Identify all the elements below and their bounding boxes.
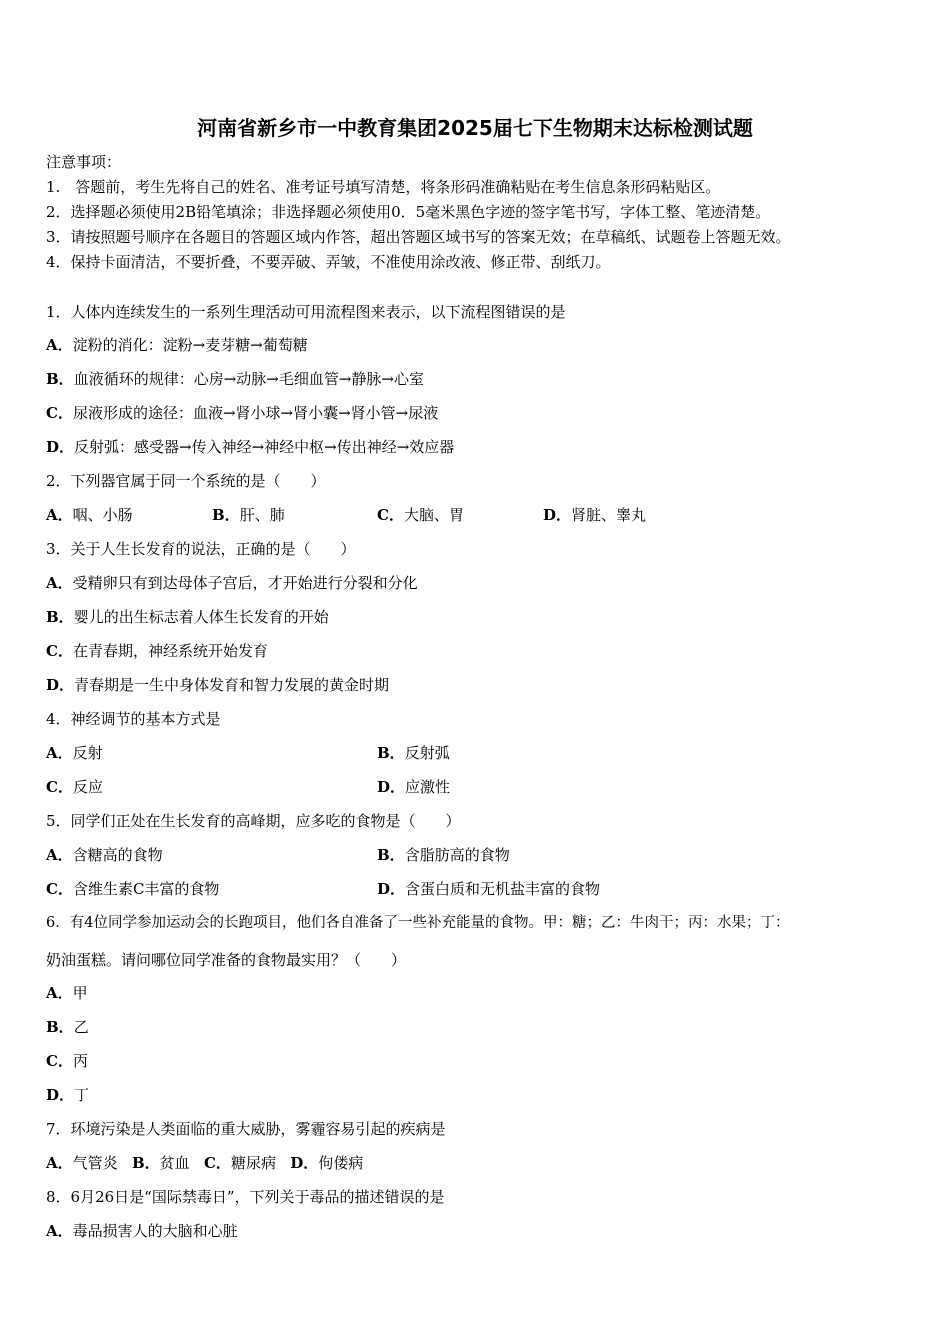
question-2-option-a: A．咽、小肠 bbox=[46, 506, 133, 524]
question-4-option-d: D．应激性 bbox=[377, 778, 451, 796]
question-3-stem: 3．关于人生长发育的说法，正确的是（ ） bbox=[46, 540, 356, 558]
notes-heading: 注意事项： bbox=[46, 153, 122, 171]
question-1-option-d: D．反射弧：感受器→传入神经→神经中枢→传出神经→效应器 bbox=[46, 438, 455, 456]
question-4-stem: 4．神经调节的基本方式是 bbox=[46, 710, 221, 728]
question-7-option-a: A．气管炎 bbox=[46, 1154, 118, 1172]
question-5-option-a: A．含糖高的食物 bbox=[46, 846, 163, 864]
question-2-option-d: D．肾脏、睾丸 bbox=[543, 506, 647, 524]
question-6-stem: 6．有4位同学参加运动会的长跑项目，他们各自准备了一些补充能量的食物。甲：糖；乙：牛肉干；丙：水果；丁： bbox=[46, 915, 790, 931]
question-7-option-d: D．佝偻病 bbox=[290, 1154, 364, 1172]
note-item: 1. 答题前，考生先将自己的姓名、准考证号填写清楚，将条形码准确粘贴在考生信息条形码粘贴区。 bbox=[46, 178, 721, 196]
question-7-stem: 7．环境污染是人类面临的重大威胁，雾霾容易引起的疾病是 bbox=[46, 1120, 446, 1138]
page-title: 河南省新乡市一中教育集团2025届七下生物期末达标检测试题 bbox=[197, 116, 753, 140]
question-3-option-a: A．受精卵只有到达母体子宫后，才开始进行分裂和分化 bbox=[46, 574, 418, 592]
question-7-options bbox=[46, 1153, 363, 1173]
question-8-stem: 8．6月26日是“国际禁毒日”，下列关于毒品的描述错误的是 bbox=[46, 1188, 445, 1206]
question-1-stem: 1．人体内连续发生的一系列生理活动可用流程图来表示，以下流程图错误的是 bbox=[46, 303, 566, 321]
question-7-option-b: B．贫血 bbox=[131, 1154, 190, 1172]
note-item: 2．选择题必须使用2B铅笔填涂；非选择题必须使用0．5毫米黑色字迹的签字笔书写，字体工整、笔迹清楚。 bbox=[46, 203, 771, 221]
question-6-option-a: A．甲 bbox=[46, 984, 88, 1002]
question-5-stem: 5．同学们正处在生长发育的高峰期，应多吃的食物是（ ） bbox=[46, 812, 461, 830]
question-4-option-a: A．反射 bbox=[46, 744, 103, 762]
question-4-option-c: C．反应 bbox=[46, 778, 103, 796]
question-1-option-a: A．淀粉的消化：淀粉→麦芽糖→葡萄糖 bbox=[46, 336, 308, 354]
question-1-option-c: C．尿液形成的途径：血液→肾小球→肾小囊→肾小管→尿液 bbox=[46, 404, 439, 422]
question-5-option-d: D．含蛋白质和无机盐丰富的食物 bbox=[377, 880, 601, 898]
question-2-option-c: C．大脑、胃 bbox=[377, 506, 464, 524]
question-6-option-b: B．乙 bbox=[46, 1018, 89, 1036]
question-6-option-c: C．丙 bbox=[46, 1052, 88, 1070]
note-item: 3．请按照题号顺序在各题目的答题区域内作答，超出答题区域书写的答案无效；在草稿纸、试题卷上答题无效。 bbox=[46, 228, 791, 246]
question-4-option-b: B．反射弧 bbox=[377, 744, 450, 762]
question-2-stem: 2．下列器官属于同一个系统的是（ ） bbox=[46, 472, 326, 490]
question-2-option-b: B．肝、肺 bbox=[212, 506, 285, 524]
question-8-option-a: A．毒品损害人的大脑和心脏 bbox=[46, 1222, 238, 1240]
question-3-option-c: C．在青春期，神经系统开始发育 bbox=[46, 642, 268, 660]
question-3-option-d: D．青春期是一生中身体发育和智力发展的黄金时期 bbox=[46, 676, 390, 694]
question-3-option-b: B．婴儿的出生标志着人体生长发育的开始 bbox=[46, 608, 329, 626]
question-6-stem-cont: 奶油蛋糕。请问哪位同学准备的食物最实用？（ ） bbox=[46, 951, 407, 969]
question-6-option-d: D．丁 bbox=[46, 1086, 90, 1104]
question-7-option-c: C．糖尿病 bbox=[203, 1154, 276, 1172]
question-1-option-b: B．血液循环的规律：心房→动脉→毛细血管→静脉→心室 bbox=[46, 370, 424, 388]
note-item: 4．保持卡面清洁，不要折叠，不要弄破、弄皱，不准使用涂改液、修正带、刮纸刀。 bbox=[46, 253, 611, 271]
question-5-option-b: B．含脂肪高的食物 bbox=[377, 846, 510, 864]
question-5-option-c: C．含维生素C丰富的食物 bbox=[46, 880, 220, 898]
